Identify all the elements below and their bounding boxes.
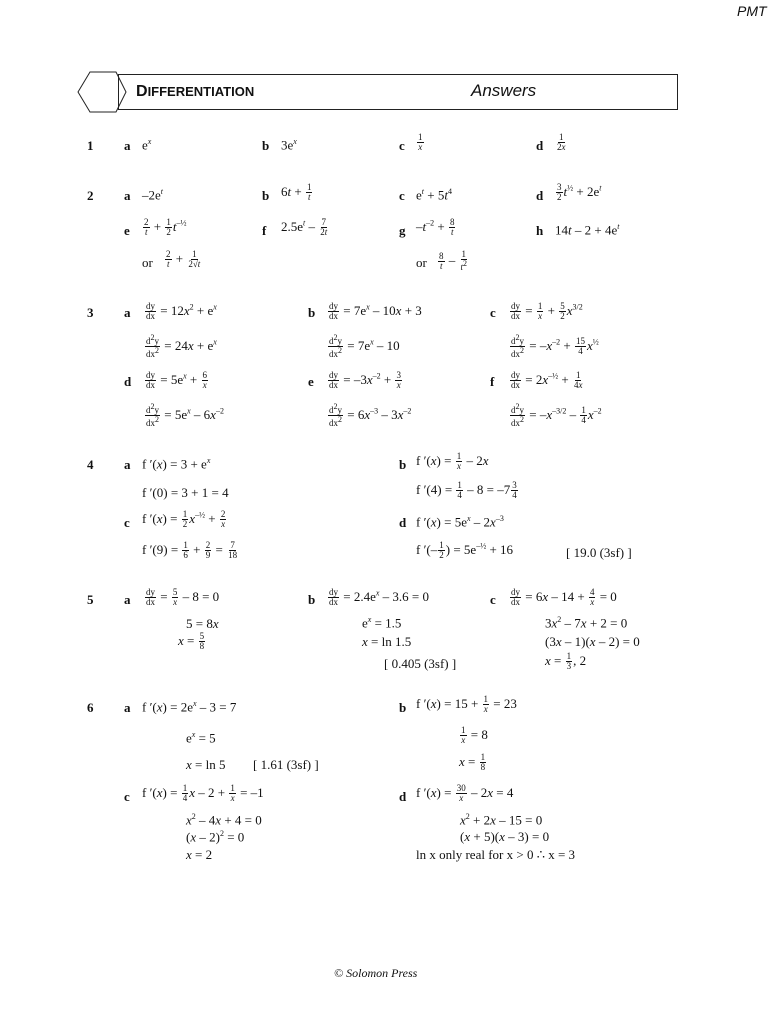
math-expression: f ′(0) = 3 + 1 = 4 — [142, 485, 229, 500]
math-expression: f $'(x) = 5e^x - 2x^{-3}$ — [416, 514, 504, 530]
math-expression: $\frac{dy}{dx}$ = $5e^x$ + $\frac{6}{x}$ — [146, 370, 208, 391]
part-label: a — [124, 188, 131, 203]
part-label: d — [124, 374, 132, 389]
math-expression: $\frac{d^2y}{dx^2}$ = $7e^x - 10$ — [329, 333, 400, 360]
math-expression: $\frac{d^2y}{dx^2}$ = $-x^{-3/2}$ – $\frac{1}{4}$ $x^{-2}$ — [511, 402, 602, 429]
math-expression: (x + 5)(x – 3) = 0 — [460, 829, 550, 844]
math-expression: $\frac{d^2y}{dx^2}$ = $-x^{-2}$ + $\frac{15}{4}$ $x^{\frac{1}{2}}$ — [511, 333, 599, 360]
or-label: or — [416, 255, 427, 270]
math-expression: $\frac{d^2y}{dx^2}$ = $24x + e^x$ — [146, 333, 217, 360]
math-expression: $\frac{dy}{dx}$ = 6x – 14 + $\frac{4}{x}$ = 0 — [511, 587, 617, 608]
page-subtitle: Answers — [471, 81, 537, 100]
math-expression: $3e^x$ — [281, 137, 297, 153]
math-expression: $-2e^t$ — [142, 187, 164, 203]
part-label: d — [399, 515, 407, 530]
math-expression: $\frac{dy}{dx}$ = $12x^2 + e^x$ — [146, 301, 217, 322]
question-number-6: 6 — [87, 700, 94, 715]
part-label: b — [399, 457, 407, 472]
math-expression: x = $\frac{1}{3}$ , 2 — [545, 651, 587, 672]
math-expression: f ′(x) = $\frac{1}{4}$ x – 2 + $\frac{1}{x}$ = –1 — [142, 783, 264, 804]
math-expression: $x^2 + 2x - 15 = 0$ — [460, 812, 543, 828]
math-expression: $\frac{8}{t}$ – $\frac{1}{t^2}$ — [439, 249, 468, 273]
question-number-4: 4 — [87, 457, 94, 472]
math-expression: $\frac{1}{x}$ = 8 — [461, 725, 488, 746]
math-expression: $\frac{3}{2}$ $t^{\frac{1}{2}} + 2e^t$ — [557, 182, 602, 203]
part-label: b — [399, 700, 407, 715]
part-label: g — [399, 223, 406, 238]
math-expression: $2.5e^t$ – $\frac{7}{2t}$ — [281, 217, 328, 238]
sf-note: [ 0.405 (3sf) ] — [384, 656, 457, 671]
part-label: a — [124, 457, 131, 472]
part-label: a — [124, 138, 131, 153]
title-initial: D — [136, 83, 148, 100]
part-label: a — [124, 305, 131, 320]
part-label: c — [399, 138, 405, 153]
domain-note: ln x only real for x > 0 ∴ x = 3 — [416, 847, 576, 862]
math-expression: x = ln 5 — [186, 757, 226, 772]
math-expression: $x^2 - 4x + 4 = 0$ — [186, 812, 262, 828]
part-label: f — [262, 223, 267, 238]
math-expression: x = 2 — [186, 847, 213, 862]
math-expression: 5 = 8x — [186, 616, 219, 631]
math-expression: $\frac{1}{2x}$ — [557, 132, 566, 153]
math-expression: 6t + $\frac{1}{t}$ — [281, 182, 312, 203]
sf-note: [ 1.61 (3sf) ] — [253, 757, 319, 772]
part-label: e — [124, 223, 130, 238]
math-expression: $\frac{d^2y}{dx^2}$ = $5e^x - 6x^{-2}$ — [146, 402, 224, 429]
math-expression: x = $\frac{5}{8}$ — [178, 631, 205, 652]
part-label: e — [308, 374, 314, 389]
part-label: b — [262, 138, 270, 153]
math-expression: $\frac{2}{t}$ + $\frac{1}{2}$ $t^{-\frac{1}{2}}$ — [144, 217, 187, 238]
part-label: c — [490, 592, 496, 607]
math-expression: $\frac{dy}{dx}$ = $\frac{1}{x}$ + $\frac{5}{2}$ $x^{3/2}$ — [511, 301, 583, 322]
part-label: b — [262, 188, 270, 203]
math-expression: $e^x$ — [142, 137, 152, 153]
or-label: or — [142, 255, 153, 270]
math-expression: $-t^{-2}$ + $\frac{8}{t}$ — [416, 217, 455, 238]
math-expression: x = $\frac{1}{8}$ — [459, 752, 486, 773]
math-expression: f ′(– $\frac{1}{2}$ ) = $5e^{-\frac{1}{2}} + 16$ — [416, 540, 514, 561]
math-expression: $\frac{2}{t}$ + $\frac{1}{2√t}$ — [166, 249, 201, 270]
part-label: f — [490, 374, 495, 389]
question-number-3: 3 — [87, 305, 94, 320]
math-expression: $e^x = 1.5$ — [362, 615, 402, 631]
math-expression: $e^t + 5t^4$ — [416, 187, 452, 203]
part-label: c — [124, 515, 130, 530]
part-label: c — [124, 789, 130, 804]
part-label: d — [536, 138, 544, 153]
math-expression: $\frac{1}{x}$ — [418, 132, 423, 153]
math-expression: $\frac{d^2y}{dx^2}$ = $6x^{-3} - 3x^{-2}$ — [329, 402, 412, 429]
math-expression: $\frac{dy}{dx}$ = $2.4e^x - 3.6 = 0$ — [329, 587, 430, 608]
part-label: b — [308, 305, 316, 320]
title-rest: IFFERENTIATION — [147, 84, 255, 99]
math-expression: $e^x = 5$ — [186, 730, 216, 746]
math-expression: f $'(x) = 3 + e^x$ — [142, 456, 211, 472]
math-expression: f ′(x) = $\frac{1}{x}$ – 2x — [416, 451, 489, 472]
math-expression: f ′(x) = $\frac{1}{2}$ $x^{-\frac{1}{2}}$ + $\frac{2}{x}$ — [142, 509, 226, 530]
math-expression: f ′(x) = $\frac{30}{x}$ – 2x = 4 — [416, 783, 514, 804]
part-label: b — [308, 592, 316, 607]
math-expression: $\frac{dy}{dx}$ = $2x^{-\frac{1}{2}}$ + $\frac{1}{4x}$ — [511, 370, 583, 391]
part-label: c — [490, 305, 496, 320]
footer-copyright: © Solomon Press — [334, 966, 418, 980]
math-expression: (x – 2)$^2$ = 0 — [186, 829, 245, 845]
math-expression: $\frac{dy}{dx}$ = $\frac{5}{x}$ – 8 = 0 — [146, 587, 220, 608]
corner-label: PMT — [737, 3, 767, 19]
question-number-5: 5 — [87, 592, 94, 607]
part-label: a — [124, 700, 131, 715]
part-label: d — [536, 188, 544, 203]
sf-note: [ 19.0 (3sf) ] — [566, 545, 632, 560]
question-number-2: 2 — [87, 188, 94, 203]
part-label: c — [399, 188, 405, 203]
math-expression: f ′(4) = $\frac{1}{4}$ – 8 = –7 $\frac{3}{4}$ — [416, 480, 517, 501]
math-expression: f ′(x) = 15 + $\frac{1}{x}$ = 23 — [416, 694, 517, 715]
math-expression: $\frac{dy}{dx}$ = $-3x^{-2}$ + $\frac{3}{x}$ — [329, 370, 401, 391]
math-expression: f $'(x) = 2e^x - 3 = 7$ — [142, 699, 237, 715]
math-expression: $\frac{dy}{dx}$ = $7e^x - 10x + 3$ — [329, 301, 422, 322]
part-label: d — [399, 789, 407, 804]
question-number-1: 1 — [87, 138, 94, 153]
part-label: h — [536, 223, 544, 238]
math-expression: $14t - 2 + 4e^t$ — [555, 222, 620, 238]
page-title — [136, 84, 254, 100]
math-expression: x = ln 1.5 — [362, 634, 412, 649]
math-expression: f ′(9) = $\frac{1}{6}$ + $\frac{2}{9}$ = $\frac{7}{18}$ — [142, 540, 238, 561]
part-label: a — [124, 592, 131, 607]
math-expression: $3x^2 - 7x + 2 = 0$ — [545, 615, 628, 631]
math-expression: (3x – 1)(x – 2) = 0 — [545, 634, 640, 649]
